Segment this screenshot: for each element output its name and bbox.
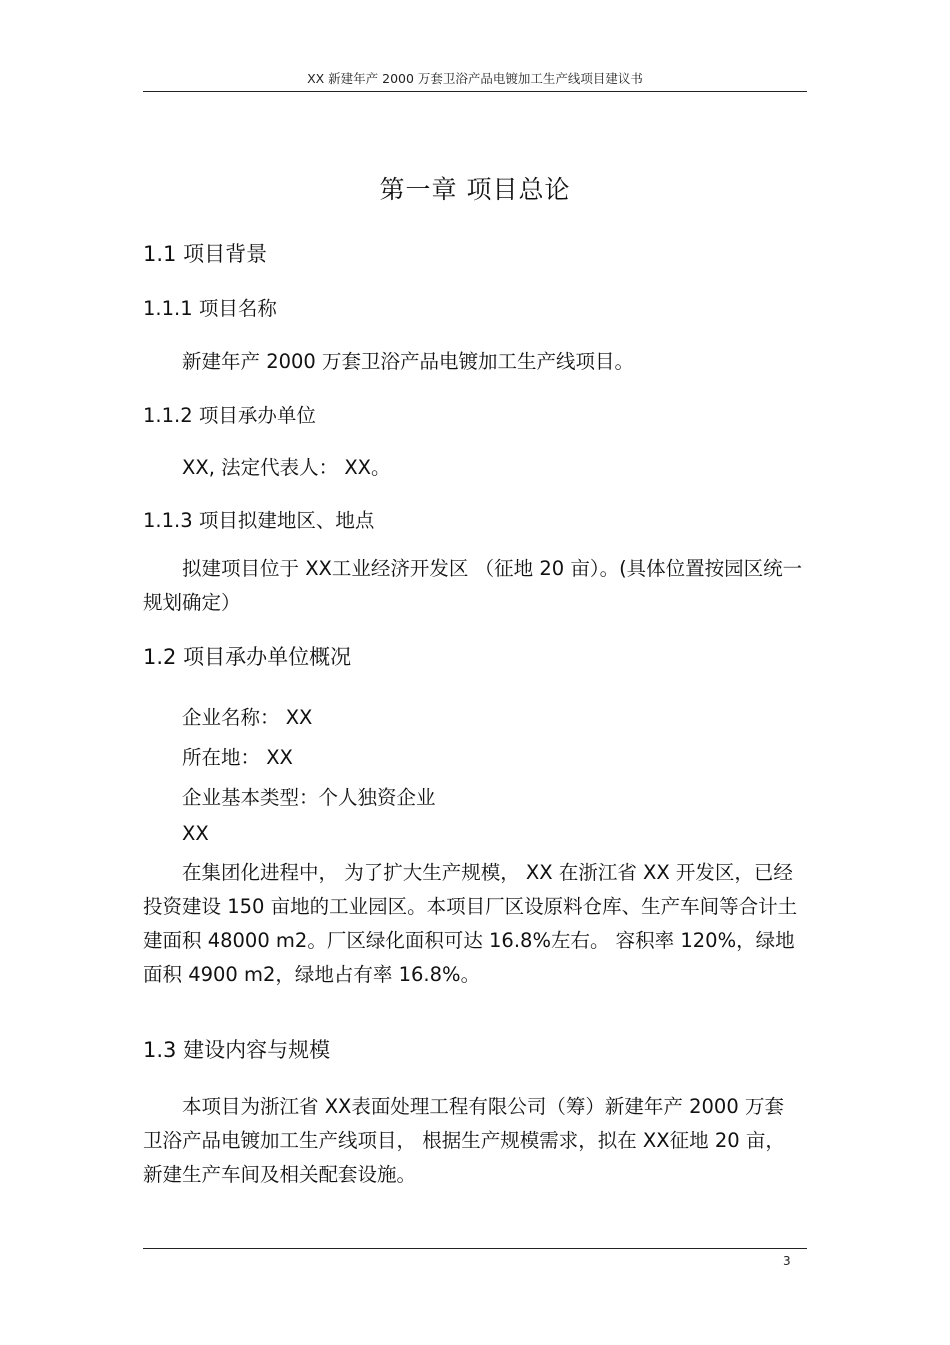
project-unit-text: XX, 法定代表人： XX。 — [182, 456, 391, 479]
company-type-line: 企业基本类型：个人独资企业 — [182, 786, 436, 809]
project-name-text: 新建年产 2000 万套卫浴产品电镀加工生产线项目。 — [182, 350, 635, 373]
construction-scale-paragraph: 本项目为浙江省 XX表面处理工程有限公司（筹）新建年产 2000 万套卫浴产品电镀加工生产线项目， 根据生产规模需求，拟在 XX征地 20 亩，新建生产车间及相关配套设施。 — [143, 1095, 785, 1186]
footer-rule — [143, 1248, 807, 1249]
company-location-line: 所在地： XX — [182, 746, 293, 769]
section-heading-1-1-3: 1.1.3 项目拟建地区、地点 — [143, 509, 375, 532]
company-xx-line: XX — [182, 822, 209, 845]
header-rule — [143, 91, 807, 92]
company-description-paragraph: 在集团化进程中， 为了扩大生产规模， XX 在浙江省 XX 开发区，已经投资建设 150 亩地的工业园区。本项目厂区设原料仓库、生产车间等合计土建面积 48000 m2。厂区绿化面积可达 16.8%左右。 容积率 120%，绿地面积 4900 m2，绿地占有率 16.8%。 — [143, 861, 798, 986]
chapter-title: 第一章 项目总论 — [379, 175, 571, 204]
project-location-paragraph: 拟建项目位于 XX工业经济开发区 （征地 20 亩）。(具体位置按园区统一规划确定） — [143, 557, 803, 614]
section-heading-1-1-1: 1.1.1 项目名称 — [143, 297, 277, 320]
page-number: 3 — [783, 1254, 791, 1268]
section-heading-1-1-2: 1.1.2 项目承办单位 — [143, 404, 316, 427]
section-heading-1-2: 1.2 项目承办单位概况 — [143, 645, 352, 669]
running-header: XX 新建年产 2000 万套卫浴产品电镀加工生产线项目建议书 — [307, 71, 643, 86]
company-name-line: 企业名称： XX — [182, 706, 313, 729]
section-heading-1-1: 1.1 项目背景 — [143, 242, 268, 266]
section-heading-1-3: 1.3 建设内容与规模 — [143, 1038, 331, 1062]
